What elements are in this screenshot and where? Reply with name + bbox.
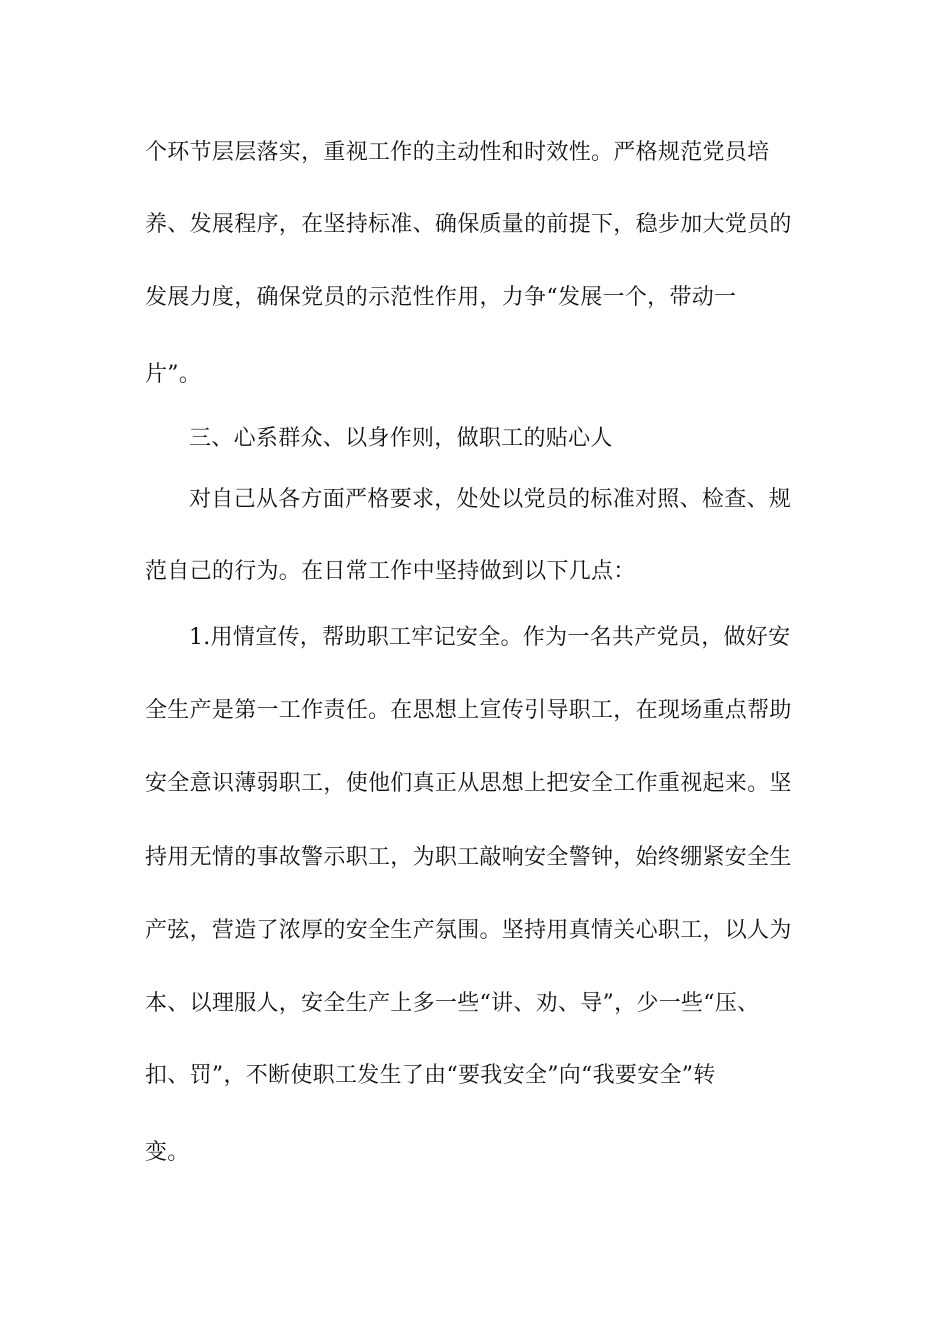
list-item-text: 1.用情宣传，帮助职工牢记安全。作为一名共产党员，做好安 xyxy=(189,625,791,650)
body-text-line: 变。 xyxy=(145,1140,190,1165)
body-text-line: 本、以理服人，安全生产上多一些“讲、劝、导”，少一些“压、 xyxy=(145,991,760,1016)
body-text-line: 片”。 xyxy=(145,362,202,387)
body-text-line: 个环节层层落实，重视工作的主动性和时效性。严格规范党员培 xyxy=(145,140,770,165)
body-text-line: 扣、罚”，不断使职工发生了由“要我安全”向“我要安全”转 xyxy=(145,1063,716,1088)
body-text-line: 发展力度，确保党员的示范性作用，力争“发展一个，带动一 xyxy=(145,285,737,310)
body-text-line: 产弦，营造了浓厚的安全生产氛围。坚持用真情关心职工，以人为 xyxy=(145,918,792,943)
body-text-line: 安全意识薄弱职工，使他们真正从思想上把安全工作重视起来。坚 xyxy=(145,771,792,796)
body-text-line: 持用无情的事故警示职工，为职工敲响安全警钟，始终绷紧安全生 xyxy=(145,845,792,870)
body-text-line: 范自己的行为。在日常工作中坚持做到以下几点： xyxy=(145,559,636,584)
body-text-line: 对自己从各方面严格要求，处处以党员的标准对照、检查、规 xyxy=(189,487,792,512)
section-heading: 三、心系群众、以身作则，做职工的贴心人 xyxy=(189,426,613,451)
body-text-line: 养、发展程序，在坚持标准、确保质量的前提下，稳步加大党员的 xyxy=(145,212,792,237)
body-text-line: 全生产是第一工作责任。在思想上宣传引导职工，在现场重点帮助 xyxy=(145,698,792,723)
